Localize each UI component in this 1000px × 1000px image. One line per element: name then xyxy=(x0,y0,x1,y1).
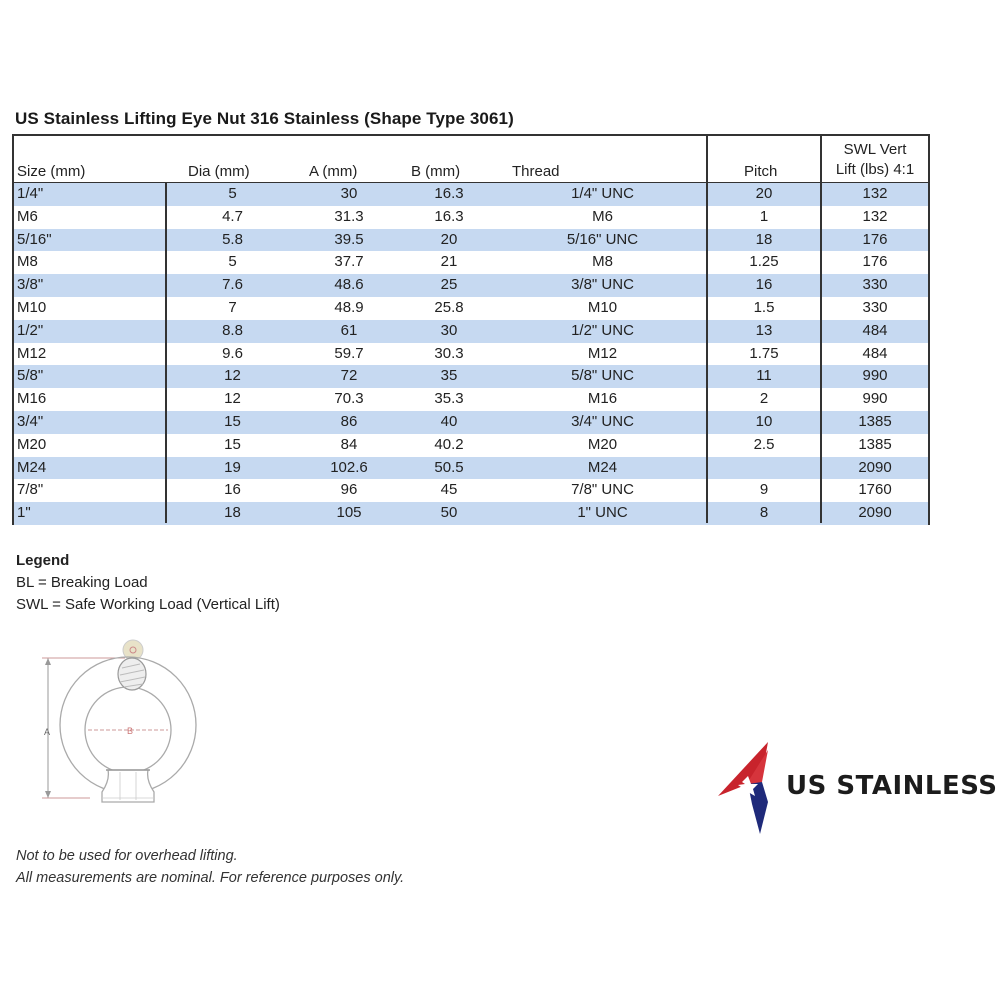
cell-a: 31.3 xyxy=(334,207,364,225)
table-row xyxy=(14,457,928,480)
header-swl-line1: SWL Vert xyxy=(843,141,907,158)
cell-thread: M24 xyxy=(587,458,618,476)
cell-swl: 1385 xyxy=(858,435,892,453)
note-nominal: All measurements are nominal. For reference purposes only. xyxy=(16,870,405,886)
cell-size: 5/8" xyxy=(17,367,44,385)
cell-swl: 990 xyxy=(862,390,888,408)
table-row xyxy=(14,229,928,252)
table-row xyxy=(14,502,928,525)
legend-heading: Legend xyxy=(16,552,70,569)
cell-size: 5/16" xyxy=(17,230,52,248)
cell-thread: M16 xyxy=(587,390,618,408)
cell-dia: 15 xyxy=(224,435,241,453)
cell-thread: M6 xyxy=(592,207,613,225)
cell-b: 25.8 xyxy=(434,298,464,316)
cell-swl: 330 xyxy=(862,298,888,316)
cell-a: 30 xyxy=(340,185,358,202)
cell-a: 96 xyxy=(340,481,358,499)
note-overhead: Not to be used for overhead lifting. xyxy=(16,848,238,864)
cell-b: 16.3 xyxy=(434,207,464,225)
spec-table xyxy=(12,134,930,525)
cell-dia: 15 xyxy=(224,412,241,430)
svg-text:B: B xyxy=(127,726,134,736)
cell-size: M8 xyxy=(17,253,38,271)
cell-pitch: 2 xyxy=(759,390,769,408)
cell-a: 102.6 xyxy=(330,458,368,476)
cell-a: 39.5 xyxy=(334,230,364,248)
cell-swl: 990 xyxy=(862,367,888,385)
table-row xyxy=(14,388,928,411)
cell-size: 3/8" xyxy=(17,276,44,294)
header-b: B (mm) xyxy=(411,163,461,180)
cell-thread: 5/8" UNC xyxy=(571,367,634,385)
table-row xyxy=(14,479,928,502)
disclaimer-notes xyxy=(16,845,404,889)
cell-b: 45 xyxy=(440,481,458,499)
cell-a: 72 xyxy=(340,367,358,385)
cell-b: 35 xyxy=(440,367,458,385)
cell-size: M10 xyxy=(17,298,47,316)
cell-dia: 5 xyxy=(228,185,237,202)
cell-dia: 5.8 xyxy=(222,230,243,248)
cell-dia: 12 xyxy=(224,367,241,385)
cell-size: M6 xyxy=(17,207,38,225)
cell-b: 40.2 xyxy=(434,435,464,453)
cell-b: 30.3 xyxy=(434,344,464,362)
table-row xyxy=(14,320,928,343)
column-divider xyxy=(706,136,708,523)
header-thread: Thread xyxy=(512,163,560,180)
cell-pitch: 16 xyxy=(755,276,773,294)
cell-dia: 12 xyxy=(224,390,241,408)
cell-b: 50.5 xyxy=(434,458,464,476)
cell-a: 105 xyxy=(336,504,362,522)
cell-thread: 1/2" UNC xyxy=(571,321,634,339)
cell-swl: 176 xyxy=(862,230,888,248)
cell-thread: 1/4" UNC xyxy=(571,185,634,202)
cell-a: 37.7 xyxy=(334,253,364,271)
cell-a: 48.9 xyxy=(334,298,364,316)
cell-b: 20 xyxy=(440,230,458,248)
cell-a: 59.7 xyxy=(334,344,364,362)
cell-pitch: 1.75 xyxy=(749,344,779,362)
cell-dia: 9.6 xyxy=(222,344,243,362)
cell-pitch: 2.5 xyxy=(753,435,775,453)
cell-thread: M8 xyxy=(592,253,613,271)
table-row xyxy=(14,251,928,274)
cell-a: 48.6 xyxy=(334,276,364,294)
header-swl-line2: Lift (lbs) 4:1 xyxy=(835,161,915,178)
cell-dia: 7.6 xyxy=(222,276,243,294)
cell-swl: 1760 xyxy=(858,481,892,499)
legend xyxy=(16,550,280,616)
cell-a: 86 xyxy=(340,412,358,430)
cell-size: M12 xyxy=(17,344,47,362)
table-header xyxy=(14,136,928,184)
cell-pitch: 20 xyxy=(755,185,773,202)
cell-dia: 16 xyxy=(224,481,241,499)
header-dia: Dia (mm) xyxy=(188,163,250,180)
cell-swl: 132 xyxy=(862,185,888,202)
cell-pitch: 1 xyxy=(759,207,769,225)
cell-size: M16 xyxy=(17,390,47,408)
cell-swl: 484 xyxy=(862,321,888,339)
cell-pitch: 9 xyxy=(759,481,769,499)
cell-size: 7/8" xyxy=(17,481,44,499)
cell-a: 70.3 xyxy=(334,390,364,408)
eye-nut-drawing-icon xyxy=(30,630,210,830)
cell-swl: 132 xyxy=(862,207,888,225)
cell-dia: 8.8 xyxy=(222,321,243,339)
cell-pitch: 8 xyxy=(759,504,769,522)
cell-dia: 19 xyxy=(224,458,241,476)
cell-thread: 3/8" UNC xyxy=(571,276,634,294)
cell-pitch xyxy=(708,457,820,480)
cell-size: M24 xyxy=(17,458,47,476)
table-row xyxy=(14,206,928,229)
cell-b: 21 xyxy=(440,253,458,271)
cell-b: 16.3 xyxy=(434,185,464,202)
eye-nut-diagram xyxy=(30,630,210,835)
cell-b: 35.3 xyxy=(434,390,464,408)
table-body xyxy=(14,183,928,525)
legend-item-swl: SWL = Safe Working Load (Vertical Lift) xyxy=(16,596,280,613)
header-a: A (mm) xyxy=(309,163,358,180)
cell-size: M20 xyxy=(17,435,47,453)
cell-dia: 5 xyxy=(228,253,237,271)
legend-item-bl: BL = Breaking Load xyxy=(16,574,148,591)
brand-logo xyxy=(718,742,788,839)
cell-b: 50 xyxy=(440,504,458,522)
cell-size: 3/4" xyxy=(17,412,44,430)
cell-thread: M10 xyxy=(587,298,618,316)
column-divider xyxy=(165,183,167,523)
cell-pitch: 1.25 xyxy=(749,253,779,271)
cell-swl: 484 xyxy=(862,344,888,362)
cell-a: 61 xyxy=(340,321,358,339)
table-row xyxy=(14,274,928,297)
star-swoosh-logo-icon xyxy=(718,742,788,834)
cell-thread: M12 xyxy=(587,344,618,362)
cell-size: 1/2" xyxy=(17,321,44,339)
cell-swl: 2090 xyxy=(858,504,892,522)
cell-a: 84 xyxy=(340,435,358,453)
header-swl xyxy=(824,140,926,180)
cell-thread: 3/4" UNC xyxy=(571,412,634,430)
cell-thread: M20 xyxy=(587,435,618,453)
cell-b: 40 xyxy=(440,412,458,430)
table-row xyxy=(14,343,928,366)
cell-pitch: 1.5 xyxy=(753,298,775,316)
cell-b: 25 xyxy=(440,276,458,294)
cell-swl: 330 xyxy=(862,276,888,294)
cell-pitch: 10 xyxy=(755,412,773,430)
cell-dia: 18 xyxy=(224,504,241,522)
table-row xyxy=(14,365,928,388)
table-row xyxy=(14,411,928,434)
cell-thread: 7/8" UNC xyxy=(571,481,634,499)
cell-size: 1" xyxy=(17,504,31,522)
table-row xyxy=(14,297,928,320)
header-size: Size (mm) xyxy=(17,163,86,180)
cell-pitch: 13 xyxy=(755,321,773,339)
cell-b: 30 xyxy=(440,321,458,339)
cell-thread: 1" UNC xyxy=(577,504,628,522)
cell-pitch: 11 xyxy=(756,367,772,385)
table-row xyxy=(14,434,928,457)
cell-swl: 2090 xyxy=(858,458,892,476)
cell-thread: 5/16" UNC xyxy=(566,230,639,248)
header-pitch: Pitch xyxy=(744,163,778,180)
cell-dia: 4.7 xyxy=(222,207,243,225)
column-divider xyxy=(820,136,822,523)
table-row xyxy=(14,183,928,206)
cell-dia: 7 xyxy=(228,298,237,316)
page-title: US Stainless Lifting Eye Nut 316 Stainless (Shape Type 3061) xyxy=(15,109,514,128)
brand-name: US STAINLESS xyxy=(786,771,998,801)
cell-size: 1/4" xyxy=(17,185,44,202)
cell-pitch: 18 xyxy=(755,230,773,248)
svg-text:A: A xyxy=(44,727,51,737)
cell-swl: 176 xyxy=(862,253,888,271)
cell-swl: 1385 xyxy=(858,412,892,430)
